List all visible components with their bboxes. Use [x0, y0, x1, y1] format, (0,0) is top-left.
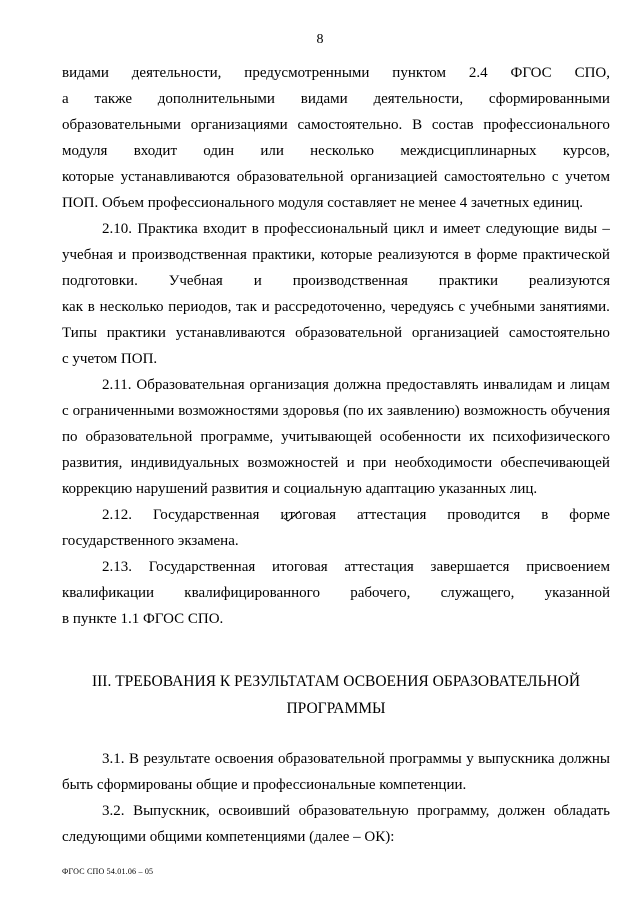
- paragraph: [62, 372, 610, 502]
- section-three-text: [62, 746, 610, 850]
- handwritten-check-mark: [281, 509, 303, 523]
- paragraph: [62, 554, 610, 632]
- section-heading: [62, 668, 610, 722]
- text-line: а также дополнительными видами деятельности, сформированными: [62, 91, 610, 107]
- section-two-text: [62, 60, 610, 632]
- text-line: 3.2. Выпускник, освоивший образовательную программу, должен обладать: [102, 803, 610, 819]
- text-line: квалификации квалифицированного рабочего, служащего, указанной: [62, 585, 610, 601]
- page-number: 8: [316, 32, 324, 47]
- text-line: которые устанавливаются образовательной организацией самостоятельно с учетом: [62, 169, 610, 185]
- text-line: быть сформированы общие и профессиональные компетенции.: [62, 777, 467, 793]
- paragraph: [62, 216, 610, 372]
- text-line: с ограниченными возможностями здоровья (по их заявлению) возможность обучения: [62, 403, 610, 419]
- paragraph: [62, 746, 610, 798]
- text-line: коррекцию нарушений развития и социальную адаптацию указанных лиц.: [62, 481, 538, 497]
- text-line: развития, индивидуальных возможностей и при необходимости обеспечивающей: [62, 455, 610, 471]
- text-line: образовательными организациями самостоятельно. В состав профессионального: [62, 117, 610, 133]
- text-line: 3.1. В результате освоения образовательной программы у выпускника должны: [102, 751, 610, 767]
- text-line: с учетом ПОП.: [62, 351, 158, 367]
- text-line: 2.12. Государственная итоговая аттестация проводится в форме: [102, 507, 610, 523]
- text-line: по образовательной программе, учитывающей особенности их психофизического: [62, 429, 610, 445]
- heading-line: ПРОГРАММЫ: [286, 700, 386, 717]
- text-line: ПОП. Объем профессионального модуля составляет не менее 4 зачетных единиц.: [62, 195, 584, 211]
- paragraph: [62, 502, 610, 554]
- text-line: 2.10. Практика входит в профессиональный цикл и имеет следующие виды –: [102, 221, 610, 237]
- document-footer: ФГОС СПО 54.01.06 – 05: [62, 867, 154, 876]
- text-line: видами деятельности, предусмотренными пунктом 2.4 ФГОС СПО,: [62, 65, 610, 81]
- text-line: как в несколько периодов, так и рассредоточенно, чередуясь с учебными занятиями.: [62, 299, 610, 315]
- text-line: 2.11. Образовательная организация должна предоставлять инвалидам и лицам: [102, 377, 610, 393]
- text-line: следующими общими компетенциями (далее – ОК):: [62, 829, 395, 845]
- paragraph: [62, 60, 610, 216]
- heading-line: III. ТРЕБОВАНИЯ К РЕЗУЛЬТАТАМ ОСВОЕНИЯ ОБРАЗОВАТЕЛЬНОЙ: [91, 673, 581, 690]
- text-line: учебная и производственная практики, которые реализуются в форме практической: [62, 247, 610, 263]
- text-line: подготовки. Учебная и производственная практики реализуются: [62, 273, 610, 289]
- text-line: Типы практики устанавливаются образовательной организацией самостоятельно: [62, 325, 610, 341]
- document-body: [62, 60, 610, 850]
- text-line: в пункте 1.1 ФГОС СПО.: [62, 611, 224, 627]
- paragraph: [62, 798, 610, 850]
- text-line: государственного экзамена.: [62, 533, 239, 549]
- text-line: модуля входит один или несколько междисциплинарных курсов,: [62, 143, 610, 159]
- text-line: 2.13. Государственная итоговая аттестация завершается присвоением: [102, 559, 610, 575]
